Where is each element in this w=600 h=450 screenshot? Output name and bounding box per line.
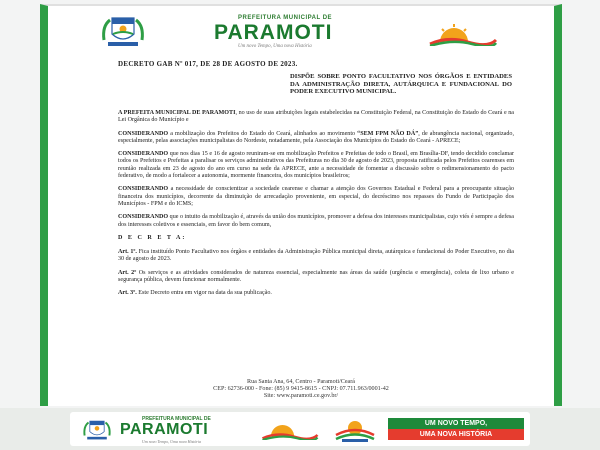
whereas-1: CONSIDERANDO a mobilização dos Prefeitos do Estado do Ceará, alinhados ao movimento “SEM FPM NÃO DÁ”, de abrangência nacional, organizado, especialmente, pelas associações municipalistas do Nordeste, notadamente, pela Associação dos Municípios do Estado do Ceará - APRECE; — [118, 130, 514, 144]
letterhead — [48, 6, 554, 56]
slogan-line-1: UM NOVO TEMPO, — [388, 418, 524, 429]
slogan-line-2: UMA NOVA HISTÓRIA — [388, 429, 524, 440]
bottom-banner — [0, 408, 600, 450]
banner-municipality-name: PARAMOTI — [120, 421, 209, 438]
banner-panel — [70, 412, 530, 446]
whereas-3: CONSIDERANDO a necessidade de conscientizar a sociedade cearense e chamar a atenção dos Governos Estadual e Federal para a preocupante situação financeira dos municípios, decorrente da diminuição de arrecadação proveniente, em especial, do decréscimo nos repasses do Fundo de Participação dos Municípios - FPM e do ICMS; — [118, 186, 514, 207]
tagline: Um novo Tempo, Uma nova História — [238, 44, 312, 49]
decree-body — [118, 110, 514, 304]
banner-tagline: Um novo Tempo, Uma nova História — [142, 439, 201, 444]
decree-title: DECRETO GAB Nº 017, DE 28 DE AGOSTO DE 2023. — [118, 60, 298, 68]
decreta-heading: D E C R E T A: — [118, 234, 187, 241]
article-3: Art. 3º. Este Decreto entra em vigor na data da sua publicação. — [118, 290, 272, 297]
footer-site-link[interactable]: Site: www.paramoti.ce.gov.br/ — [263, 393, 339, 400]
coat-of-arms-icon — [82, 416, 112, 442]
preamble: A PREFEITA MUNICIPAL DE PARAMOTI, no uso de suas atribuições legais estabelecidas na Constituição Federal, na Constituição do Estado do Ceará e na Lei Orgânica do Município e — [118, 110, 514, 124]
sun-logo-icon — [428, 22, 498, 46]
municipality-name: PARAMOTI — [214, 21, 333, 44]
coat-of-arms-icon — [100, 12, 146, 48]
municipality-label: PREFEITURA MUNICIPAL DE — [238, 15, 333, 21]
slogan-box — [388, 418, 524, 440]
article-2: Art. 2º Os serviços e as atividades considerados de natureza essencial, especialmente nas áreas da saúde (urgência e emergência), coleta de lixo urbano e segurança pública, devem funcionar normalmente. — [118, 269, 514, 284]
city-emblem-icon — [332, 417, 378, 443]
page-footer — [48, 379, 554, 401]
document-page — [40, 4, 562, 406]
footer-address: Rua Santa Ana, 64, Centro - Paramoti/Ceará — [247, 379, 355, 385]
banner-municipality-label: PREFEITURA MUNICIPAL DE — [142, 416, 211, 422]
article-1: Art. 1º. Fica instituído Ponto Facultativo nos órgãos e entidades da Administração Pública municipal direta, autárquica e fundacional do Poder Executivo, no dia 30 de agosto de 2023. — [118, 249, 515, 263]
footer-contact: CEP: 62736-000 - Fone: (85) 9 9415-8615 - CNPJ: 07.711.963/0001-42 — [213, 386, 389, 393]
whereas-2: CONSIDERANDO que nos dias 15 e 16 de agosto reuniram-se em mobilização Prefeitos e Prefeitas de todo o Brasil, em Brasília-DF, tendo decidido conclamar todos os Prefeitos e Prefeitas a paralisar os serviços administrativos das Prefeituras no dia 30 de agosto de 2023, proposta ratificada pelos Prefeitos cearenses em reunião realizada em 23 de agosto do ano em curso na sede da APRECE, ante a necessidade de fomentar a discussão sobre o redimensionamento do pacto federativo, de modo a fortalecer a autonomia, mormente financeira, dos municípios brasileiros; — [118, 151, 514, 180]
sun-logo-icon — [260, 420, 320, 440]
decree-summary: DISPÕE SOBRE PONTO FACULTATIVO NOS ÓRGÃOS E ENTIDADES DA ADMINISTRAÇÃO DIRETA, AUTÁRQUICA E FUNDACIONAL DO PODER EXECUTIVO MUNICIPAL. — [290, 73, 512, 96]
preamble-lead: A PREFEITA MUNICIPAL DE PARAMOTI — [118, 110, 236, 116]
whereas-4: CONSIDERANDO que o intuito da mobilização é, através da união dos municípios, promover a defesa dos interesses municipalistas, cujo viés é sempre a defesa dos interesses coletivos e essenciais, em favor do bem comum, — [118, 214, 515, 228]
